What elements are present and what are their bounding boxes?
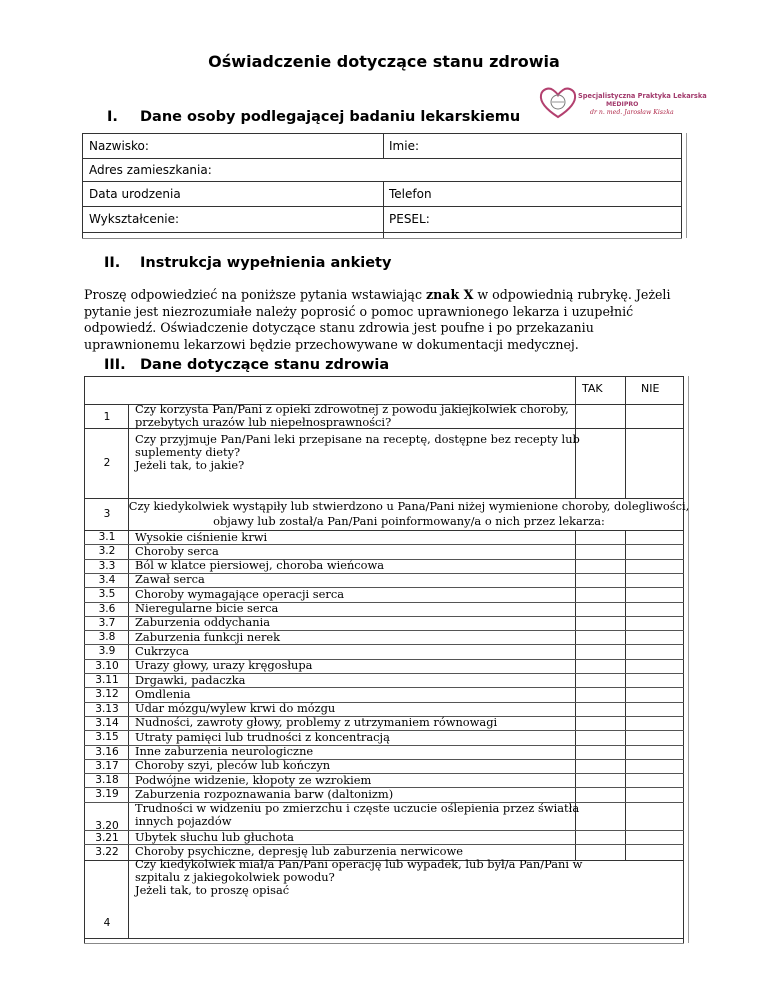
- list-item-number: 3.8: [98, 631, 116, 644]
- clinic-logo: [538, 86, 707, 120]
- question-2-line-2: suplementy diety?: [135, 445, 241, 459]
- section-1-number: I.: [107, 109, 118, 125]
- item-3-22-number: 3.22: [95, 846, 119, 858]
- section-3-title: Dane dotyczące stanu zdrowia: [140, 357, 390, 373]
- question-4-line-1: Czy kiedykolwiek miał/a Pan/Pani operację lub wypadek, lub był/a Pan/Pani w: [135, 857, 583, 871]
- list-item-number: 3.3: [98, 559, 116, 572]
- section-3-number: III.: [104, 357, 126, 373]
- page-title: Oświadczenie dotyczące stanu zdrowia: [208, 52, 560, 71]
- list-item-text: Omdlenia: [135, 686, 191, 701]
- item-3-20-line-1: Trudności w widzeniu po zmierzchu i częste uczucie oślepienia przez światła: [135, 801, 580, 815]
- question-1-number: 1: [103, 411, 111, 423]
- list-item-number: 3.13: [95, 702, 119, 715]
- surname-label: Nazwisko:: [89, 139, 149, 153]
- column-yes-header: TAK: [582, 382, 603, 395]
- question-2-line-1: Czy przyjmuje Pan/Pani leki przepisane na receptę, dostępne bez recepty lub: [135, 432, 580, 446]
- list-item-text: Podwójne widzenie, kłopoty ze wzrokiem: [135, 772, 372, 787]
- logo-line-1: Specjalistyczna Praktyka Lekarska: [578, 92, 707, 100]
- list-item-text: Urazy głowy, urazy kręgosłupa: [135, 658, 313, 673]
- list-item-number: 3.2: [98, 545, 116, 558]
- list-item-number: 3.6: [98, 602, 116, 615]
- list-item-text: Cukrzyca: [135, 643, 190, 658]
- list-item-number: 3.5: [98, 588, 116, 601]
- section-1-title: Dane osoby podlegającej badaniu lekarskiemu: [140, 109, 521, 125]
- question-4-line-2: szpitalu z jakiegokolwiek powodu?: [135, 870, 335, 884]
- question-4-line-3: Jeżeli tak, to proszę opisać: [135, 883, 290, 897]
- list-item-text: Zaburzenia funkcji nerek: [135, 629, 281, 644]
- list-item-text: Utraty pamięci lub trudności z koncentracją: [135, 729, 390, 744]
- question-3-number: 3: [103, 508, 111, 520]
- list-item-text: Udar mózgu/wylew krwi do mózgu: [135, 701, 336, 716]
- address-label: Adres zamieszkania:: [89, 163, 212, 177]
- pesel-label: PESEL:: [389, 212, 430, 226]
- item-3-21-number: 3.21: [95, 832, 119, 844]
- list-item-number: 3.18: [95, 774, 119, 787]
- list-item-number: 3.17: [95, 759, 119, 772]
- birth-date-label: Data urodzenia: [89, 187, 181, 201]
- list-item-text: Wysokie ciśnienie krwi: [135, 529, 268, 544]
- list-item-text: Choroby serca: [135, 543, 219, 558]
- list-item-text: Ból w klatce piersiowej, choroba wieńcowa: [135, 558, 385, 573]
- list-item-text: Zaburzenia rozpoznawania barw (daltonizm): [135, 786, 394, 801]
- question-2-line-3: Jeżeli tak, to jakie?: [135, 458, 245, 472]
- list-item-number: 3.14: [95, 716, 119, 729]
- list-item-number: 3.15: [95, 731, 119, 744]
- list-item-text: Inne zaburzenia neurologiczne: [135, 744, 314, 758]
- list-item-number: 3.11: [95, 674, 119, 686]
- list-item-text: Drgawki, padaczka: [135, 672, 246, 687]
- item-3-21-text: Ubytek słuchu lub głuchota: [135, 830, 294, 844]
- list-item-text: Choroby wymagające operacji serca: [135, 586, 344, 601]
- name-label: Imie:: [389, 139, 419, 153]
- list-item-number: 3.10: [95, 659, 119, 672]
- question-1-line-2: przebytych urazów lub niepełnosprawności?: [135, 415, 392, 429]
- section-2-title: Instrukcja wypełnienia ankiety: [140, 255, 392, 271]
- item-3-20-number: 3.20: [95, 820, 119, 832]
- list-item-number: 3.9: [98, 645, 116, 658]
- question-3-text: Czy kiedykolwiek wystąpiły lub stwierdzono u Pana/Pani niżej wymienione choroby, dolegliwości, objawy lub został/a Pan/Pani poinformowany/a o nich przez lekarza:: [128, 499, 690, 528]
- list-item-number: 3.1: [98, 531, 116, 543]
- list-item-text: Zaburzenia oddychania: [135, 615, 271, 630]
- list-item-text: Nudności, zawroty głowy, problemy z utrzymaniem równowagi: [135, 715, 498, 730]
- heart-logo-icon: [538, 86, 578, 120]
- item-3-22-text: Choroby psychiczne, depresję lub zaburzenia nerwicowe: [135, 844, 463, 858]
- section-2-number: II.: [104, 255, 121, 271]
- question-1-line-1: Czy korzysta Pan/Pani z opieki zdrowotnej z powodu jakiejkolwiek choroby,: [135, 402, 569, 416]
- education-label: Wykształcenie:: [89, 212, 180, 226]
- list-item-number: 3.7: [98, 616, 116, 629]
- logo-line-3: dr n. med. Jarosław Kiszka: [590, 109, 674, 116]
- list-item-number: 3.16: [95, 745, 119, 758]
- column-no-header: NIE: [641, 382, 660, 395]
- list-item-number: 3.19: [95, 788, 119, 801]
- logo-line-2: MEDIPRO: [606, 101, 639, 108]
- list-item-text: Nieregularne bicie serca: [135, 601, 279, 615]
- list-item-number: 3.12: [95, 688, 119, 701]
- question-2-number: 2: [103, 457, 111, 469]
- list-item-text: Zawał serca: [135, 572, 205, 587]
- phone-label: Telefon: [389, 187, 432, 201]
- list-item-number: 3.4: [98, 573, 116, 586]
- question-4-number: 4: [103, 917, 111, 929]
- item-3-20-line-2: innych pojazdów: [135, 814, 232, 828]
- list-item-text: Choroby szyi, pleców lub kończyn: [135, 758, 331, 773]
- instructions-text: Proszę odpowiedzieć na poniższe pytania wstawiając znak X w odpowiednią rubrykę. Jeżeli pytanie jest niezrozumiałe należy poprosić o pomoc uprawnionego lekarza i uzupełnić odpowiedź. Oświadczenie dotyczące stanu zdrowia jest poufne i po przekazaniu uprawnionemu lekarzowi będzie przechowywane w dokumentacji medycznej.: [84, 287, 671, 353]
